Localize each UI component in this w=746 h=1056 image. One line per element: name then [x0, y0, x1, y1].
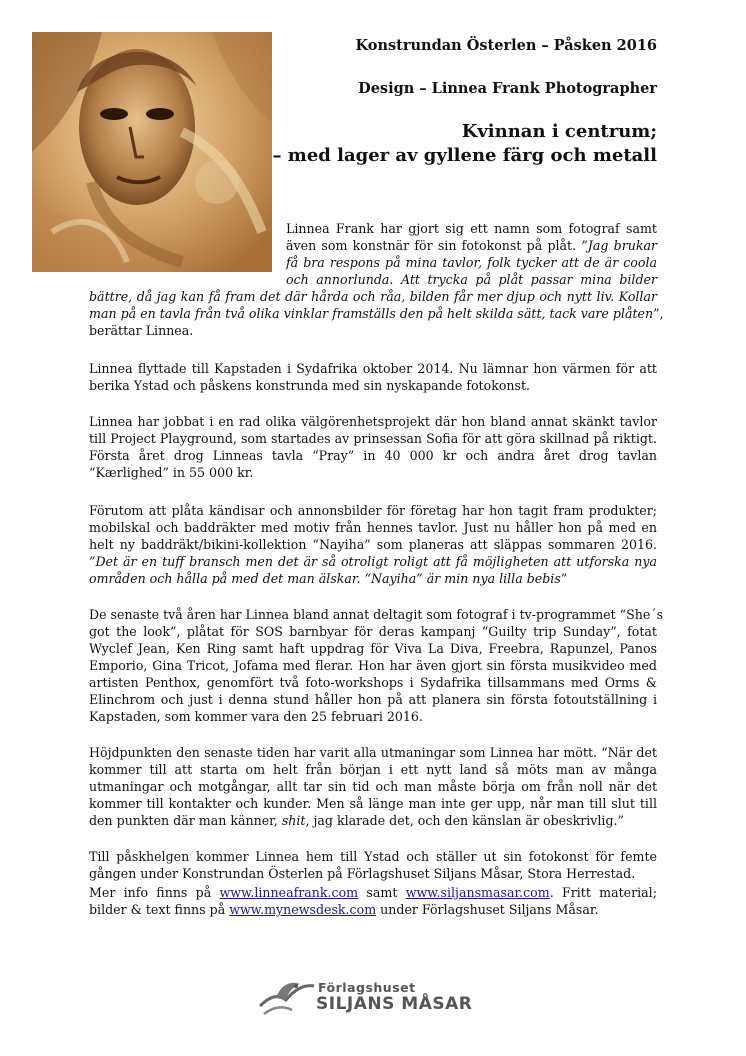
p6-line-5	[89, 812, 657, 829]
p3-line-1: Linnea har jobbat i en rad olika välgörenhetsprojekt där hon bland annat skänkt tavlor	[89, 414, 657, 429]
p5-line-6: Elinchrom och just i denna stund håller hon på att planera sin första fotoutställning i	[89, 692, 657, 707]
p3-line-4: “Kærlighed” in 55 000 kr.	[89, 465, 254, 480]
p6-line-5a: den punkten där man känner,	[89, 813, 278, 828]
p5-line-1: De senaste två åren har Linnea bland annat deltagit som fotograf i tv-programmet “She´s	[89, 607, 664, 622]
p1-line-4-text: och annorlunda. Att trycka på plåt passar mina bilder	[286, 272, 657, 287]
p8-text-a: Mer info finns på	[89, 885, 212, 900]
p1-full-lines	[89, 288, 664, 339]
p7-line-1: Till påskhelgen kommer Linnea hem till Ystad och ställer ut sin fotokonst för femte	[89, 849, 657, 864]
p4-line-4-text: ”Det är en tuff bransch men det är så otroligt roligt att få möjligheten att utforska nya	[89, 554, 657, 569]
paragraph-7	[89, 848, 657, 882]
p5-line-5: artisten Penthox, genomfört två foto-workshops i Sydafrika tillsammans med Orms &	[89, 675, 657, 690]
paragraph-8	[89, 884, 657, 918]
p2-line-2: berika Ystad och påskens konstrunda med sin nyskapande fotokonst.	[89, 378, 531, 393]
p8-text-e: under Förlagshuset Siljans Måsar.	[380, 902, 599, 917]
p1-line-4	[286, 271, 657, 288]
logo-top-text: Förlagshuset	[318, 980, 416, 995]
p1-line-6-end: ”,	[653, 306, 664, 321]
p1-line-7: berättar Linnea.	[89, 323, 194, 338]
p8-line-1	[89, 884, 657, 901]
p6-line-5c: , jag klarade det, och den känslan är obeskrivlig.”	[305, 813, 624, 828]
p3-line-3: Första året drog Linneas tavla “Pray” in 40 000 kr och andra året drog tavlan	[89, 448, 657, 463]
article-title	[273, 120, 658, 168]
p8-text-c: . Fritt material;	[549, 885, 657, 900]
p2-line-1: Linnea flyttade till Kapstaden i Sydafrika oktober 2014. Nu lämnar hon värmen för att	[89, 361, 657, 376]
artwork-photo	[32, 32, 272, 272]
p1-line-5-text: bättre, då jag kan få fram det där hårda och råa, bilden får mer djup och nytt liv. Kollar	[89, 289, 657, 304]
paragraph-2	[89, 360, 657, 394]
paragraph-6	[89, 744, 657, 829]
p5-line-2: got the look”, plåtat för SOS barnbyar för deras kampanj “Guilty trip Sunday”, fotat	[89, 624, 657, 639]
siljans-masar-logo	[256, 976, 492, 1020]
p1-line-2	[286, 237, 657, 254]
paragraph-4	[89, 502, 657, 587]
p1-line-2b: ”Jag brukar	[581, 238, 657, 253]
linneafrank-link[interactable]: www.linneafrank.com	[219, 885, 359, 900]
woman-portrait-image	[32, 32, 272, 272]
p6-line-5b: shit	[281, 813, 306, 828]
p1-line-5	[89, 288, 657, 305]
p8-text-d: bilder & text finns på	[89, 902, 226, 917]
p4-line-3: helt ny baddräkt/bikini-kollektion “Nayiha” som planeras att släppas sommaren 2016.	[89, 537, 657, 552]
p1-line-3-text: få bra respons på mina tavlor, folk tycker att de är coola	[286, 255, 657, 270]
logo-main-text: SILJANS MÅSAR	[316, 994, 473, 1014]
p5-line-7: Kapstaden, som kommer vara den 25 februari 2016.	[89, 709, 423, 724]
mynewsdesk-link[interactable]: www.mynewsdesk.com	[229, 902, 377, 917]
p1-line-6	[89, 305, 664, 322]
p1-line-2a: även som konstnär för sin fotokonst på plåt.	[286, 238, 577, 253]
p4-line-5-text: områden och hålla på med det man älskar. “Nayiha” är min nya lilla bebis	[89, 571, 561, 586]
p7-line-2: gången under Konstrundan Österlen på Förlagshuset Siljans Måsar, Stora Herrestad.	[89, 866, 636, 881]
p6-line-4: kommer till kontakter och kunder. Men så länge man inte ger upp, når man till slut till	[89, 796, 657, 811]
design-heading: Design – Linnea Frank Photographer	[358, 80, 657, 97]
p4-line-4	[89, 553, 657, 570]
p6-line-2: kommer till att starta om helt från början i ett nytt land så möts man av många	[89, 762, 657, 777]
p5-line-3: Wyclef Jean, Ken Ring samt haft uppdrag för Viva La Diva, Freebra, Rapunzel, Panos	[89, 641, 657, 656]
p5-line-4: Emporio, Gina Tricot, Jofama med flerar. Hon har även gjort sin första musikvideo med	[89, 658, 657, 673]
event-heading: Konstrundan Österlen – Påsken 2016	[355, 37, 657, 54]
title-line-1: Kvinnan i centrum;	[461, 121, 657, 142]
p1-line-1: Linnea Frank har gjort sig ett namn som fotograf samt	[286, 221, 657, 236]
p4-line-1: Förutom att plåta kändisar och annonsbilder för företag har hon tagit fram produkter;	[89, 503, 657, 518]
p4-line-5	[89, 570, 657, 587]
p8-line-2	[89, 901, 657, 918]
p4-line-2: mobilskal och baddräkter med motiv från hennes tavlor. Just nu håller hon på med en	[89, 520, 657, 535]
p6-line-3: utmaningar och motgångar, allt tar sin tid och man måste börja om från noll när det	[89, 779, 657, 794]
p4-line-5-end: ”	[560, 571, 568, 586]
p1-line-6-text: man på en tavla från två olika vinklar framställs den på helt skilda sätt, tack vare plåten	[89, 306, 654, 321]
p3-line-2: till Project Playground, som startades av prinsessan Sofia för att göra skillnad på riktigt.	[89, 431, 657, 446]
p6-line-1: Höjdpunkten den senaste tiden har varit alla utmaningar som Linnea har mött. “När det	[89, 745, 657, 760]
p8-text-b: samt	[366, 885, 398, 900]
p1-line-3	[286, 254, 657, 271]
title-line-2: – med lager av gyllene färg och metall	[272, 145, 657, 166]
paragraph-5	[89, 606, 664, 725]
gull-icon	[256, 976, 316, 1020]
siljansmasar-link[interactable]: www.siljansmasar.com	[405, 885, 550, 900]
paragraph-3	[89, 413, 657, 481]
